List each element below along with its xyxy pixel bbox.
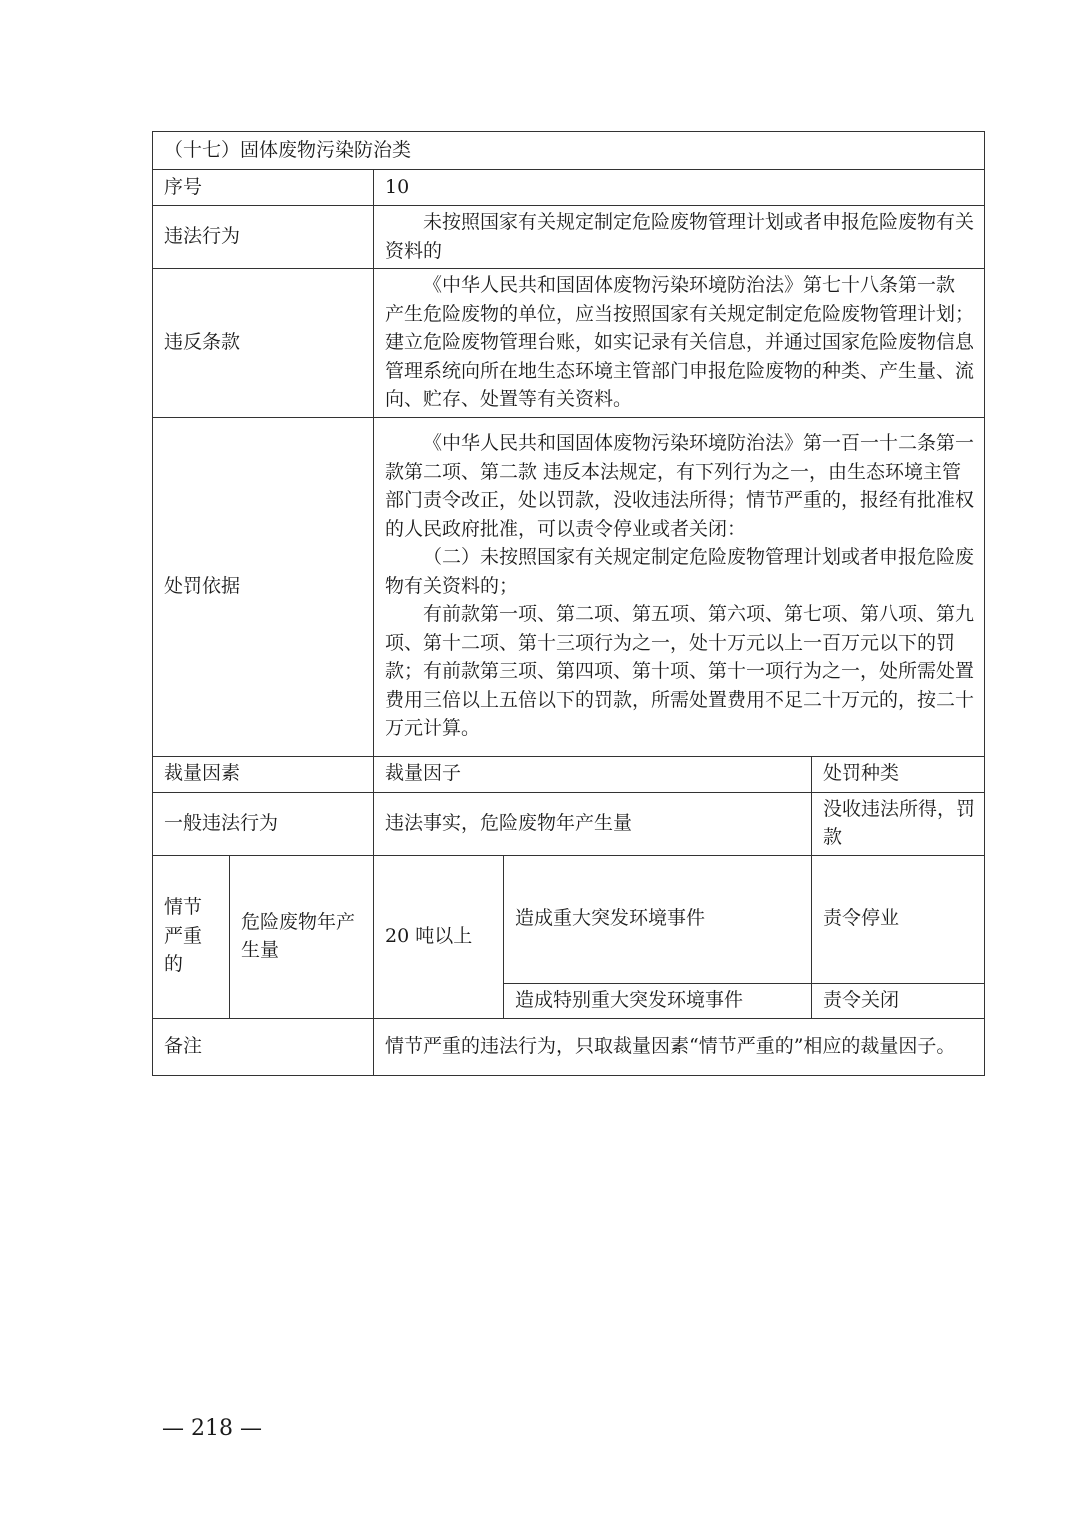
general-factor-item: 违法事实，危险废物年产生量 — [374, 792, 812, 855]
provision-text: 《中华人民共和国固体废物污染环境防治法》第七十八条第一款 产生危险废物的单位，应当按照国家有关规定制定危险废物管理计划；建立危险废物管理台账，如实记录有关信息，并通过国家危险废物信息管理系统向所在地生态环境主管部门申报危险废物的种类、产生量、流向、贮存、处置等有关资料。 — [385, 274, 975, 410]
serial-label: 序号 — [153, 170, 374, 206]
remark-row — [153, 1018, 985, 1075]
page-number: — 218 — — [162, 1416, 262, 1441]
section-title-row — [153, 132, 985, 170]
violation-row — [153, 206, 985, 269]
serial-row — [153, 170, 985, 206]
general-label: 一般违法行为 — [153, 792, 374, 855]
provision-label: 违反条款 — [153, 269, 374, 418]
factors-header-factor: 裁量因素 — [153, 756, 374, 792]
penalty-basis-row — [153, 417, 985, 756]
violation-cell — [374, 206, 985, 269]
remark-text: 情节严重的违法行为，只取裁量因素“情节严重的”相应的裁量因子。 — [374, 1018, 985, 1075]
provision-row — [153, 269, 985, 418]
serious-penalty-1: 责令停业 — [812, 855, 985, 983]
discretion-table — [152, 131, 985, 1076]
penalty-basis-cell — [374, 417, 985, 756]
serial-value: 10 — [374, 170, 985, 206]
penalty-basis-paragraph-1: 《中华人民共和国固体废物污染环境防治法》第一百一十二条第一款第二项、第二款 违反本法规定，有下列行为之一，由生态环境主管部门责令改正，处以罚款，没收违法所得；情节严重的，报经有批准权的人民政府批准，可以责令停业或者关闭： — [385, 432, 975, 540]
serious-row-1 — [153, 855, 985, 983]
serious-threshold: 20 吨以上 — [374, 855, 504, 1018]
penalty-basis-paragraph-2: （二）未按照国家有关规定制定危险废物管理计划或者申报危险废物有关资料的； — [385, 546, 975, 597]
factors-header-penalty-type: 处罚种类 — [812, 756, 985, 792]
penalty-basis-paragraph-3: 有前款第一项、第二项、第五项、第六项、第七项、第八项、第九项、第十二项、第十三项行为之一，处十万元以上一百万元以下的罚款；有前款第三项、第四项、第十项、第十一项行为之一，处所需处置费用三倍以上五倍以下的罚款，所需处置费用不足二十万元的，按二十万元计算。 — [385, 603, 975, 740]
factors-header-row — [153, 756, 985, 792]
provision-cell — [374, 269, 985, 418]
violation-label: 违法行为 — [153, 206, 374, 269]
serious-condition-2: 造成特别重大突发环境事件 — [504, 983, 812, 1018]
serious-sub-label: 危险废物年产生量 — [230, 855, 374, 1018]
section-title: （十七）固体废物污染防治类 — [153, 132, 985, 170]
serious-condition-1: 造成重大突发环境事件 — [504, 855, 812, 983]
serious-label: 情节严重的 — [153, 855, 230, 1018]
factors-header-item: 裁量因子 — [374, 756, 812, 792]
violation-text: 未按照国家有关规定制定危险废物管理计划或者申报危险废物有关资料的 — [385, 211, 975, 262]
general-penalty-type: 没收违法所得，罚款 — [812, 792, 985, 855]
serious-penalty-2: 责令关闭 — [812, 983, 985, 1018]
general-row — [153, 792, 985, 855]
penalty-basis-label: 处罚依据 — [153, 417, 374, 756]
remark-label: 备注 — [153, 1018, 374, 1075]
